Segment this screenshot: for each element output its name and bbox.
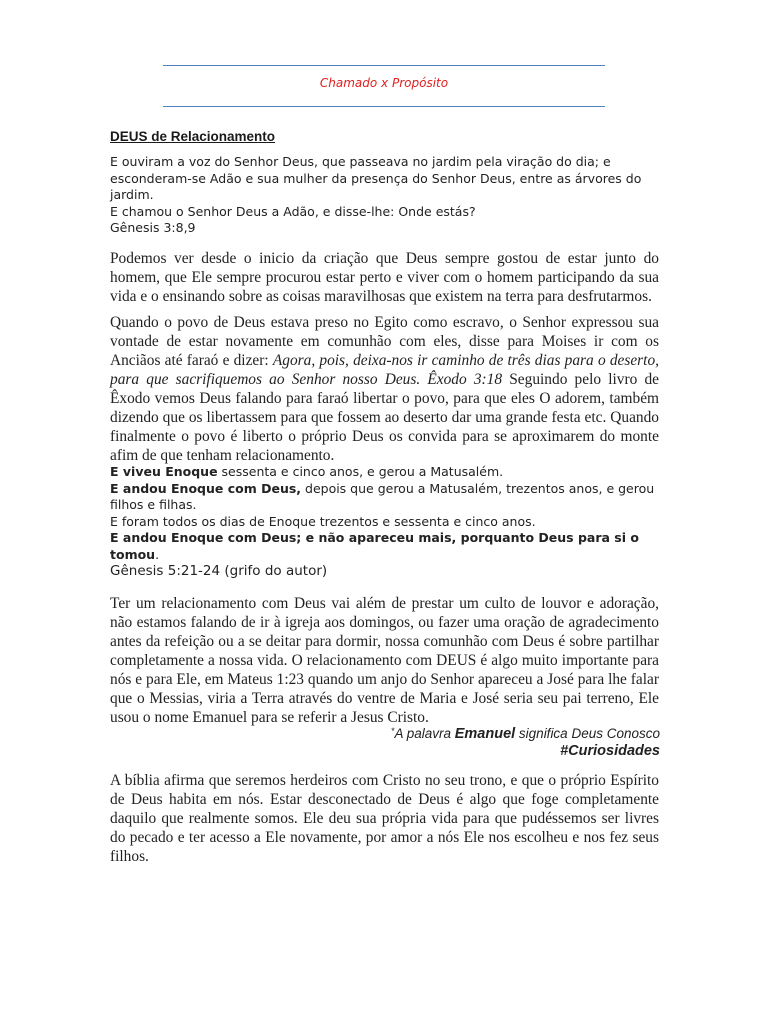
header-bottom-rule xyxy=(163,106,605,107)
header-top-rule xyxy=(163,65,605,66)
quote-line xyxy=(110,530,662,563)
scripture-quote-genesis-3 xyxy=(110,154,662,237)
paragraph-text: Quando o povo de Deus estava preso no Egito como escravo, o Senhor expressou sua vontade de estar novamente em comunhão com eles, disse para Moises ir com os Anciãos até faraó e dizer: xyxy=(110,314,659,369)
note-highlight: Emanuel xyxy=(454,726,516,742)
paragraph-text: Seguindo pelo livro de Êxodo vemos Deus falando para faraó libertar o povo, para que eles O adorem, também dizendo que os libertassem para que fossem ao deserto dar uma grande festa etc. Quando finalmente o povo é liberto o próprio Deus os convida para se aproximarem do monte afim de que tenham relacionamento. xyxy=(110,371,659,464)
scripture-inline-quote: Agora, pois, deixa-nos ir caminho de três dias para o deserto, para que sacrifiquemos ao Senhor nosso Deus. Êxodo 3:18 xyxy=(110,352,659,388)
quote-text: . xyxy=(155,546,160,562)
quote-line: E chamou o Senhor Deus a Adão, e disse-lhe: Onde estás? xyxy=(110,203,476,219)
note-text: significa Deus Conosco xyxy=(515,726,660,741)
quote-emphasis: E andou Enoque com Deus; e não apareceu mais, porquanto Deus para si o tomou xyxy=(110,530,639,562)
quote-line: E foram todos os dias de Enoque trezentos e sessenta e cinco anos. xyxy=(110,513,536,529)
note-marker: * xyxy=(390,726,395,736)
curiosity-note xyxy=(300,726,660,742)
quote-line xyxy=(110,481,662,514)
curiosity-tag: #Curiosidades xyxy=(560,743,660,759)
quote-text: sessenta e cinco anos, e gerou a Matusalém. xyxy=(217,464,504,479)
quote-reference: Gênesis 5:21-24 (grifo do autor) xyxy=(110,563,328,579)
scripture-quote-genesis-5 xyxy=(110,464,662,580)
quote-line: E ouviram a voz do Senhor Deus, que passeava no jardim pela viração do dia; e esconderam-se Adão e sua mulher da presença do Senhor Deus, entre as árvores do jardim. xyxy=(110,154,642,202)
quote-emphasis: E andou Enoque com Deus, xyxy=(110,480,302,496)
quote-emphasis: E viveu Enoque xyxy=(110,464,218,479)
quote-reference: Gênesis 3:8,9 xyxy=(110,220,196,235)
note-text: A palavra xyxy=(394,726,455,741)
quote-text: depois que gerou a Matusalém, trezentos anos, e gerou filhos e filhas. xyxy=(110,480,655,512)
quote-line xyxy=(110,464,662,481)
body-paragraph: Ter um relacionamento com Deus vai além de prestar um culto de louvor e adoração, não estamos falando de ir à igreja aos domingos, ou fazer uma oração de agradecimento antes da refeição ou a se deitar para dormir, nossa comunhão com Deus é sobre partilhar completamente a nossa vida. O relacionamento com DEUS é algo muito importante para nós e para Ele, em Mateus 1:23 quando um anjo do Senhor apareceu a José para lhe falar que o Messias, viria a Terra através do ventre de Maria e José seria seu pai terreno, Ele usou o nome Emanuel para se referir a Jesus Cristo. xyxy=(110,595,659,726)
section-title: DEUS de Relacionamento xyxy=(110,129,276,144)
body-paragraph xyxy=(110,313,659,465)
body-paragraph: A bíblia afirma que seremos herdeiros com Cristo no seu trono, e que o próprio Espírito de Deus habita em nós. Estar desconectado de Deus é algo que foge completamente daquilo que realmente somos. Ele deu sua própria vida para que pudéssemos ser livres do pecado e ter acesso a Ele novamente, por amor a nós Ele nos escolheu e nos fez seus filhos. xyxy=(110,772,659,865)
body-paragraph: Podemos ver desde o inicio da criação que Deus sempre gostou de estar junto do homem, que Ele sempre procurou estar perto e viver com o homem participando da sua vida e o ensinando sobre as coisas maravilhosas que existem na terra para desfrutarmos. xyxy=(110,250,659,305)
header-title: Chamado x Propósito xyxy=(319,76,449,90)
